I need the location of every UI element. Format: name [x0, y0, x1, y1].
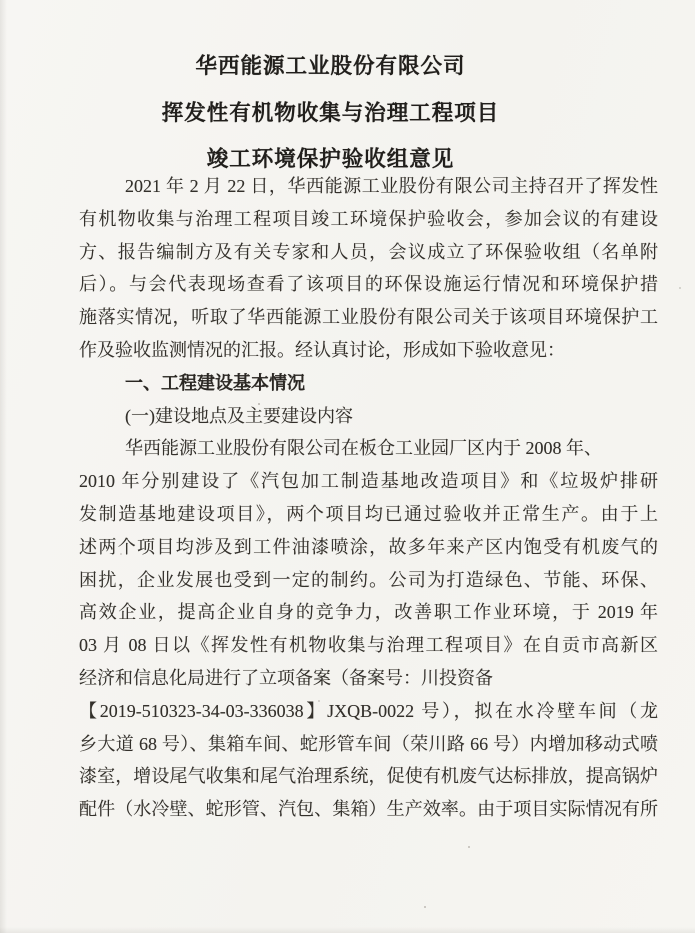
- paragraph-line: 困扰，企业发展也受到一定的制约。公司为打造绿色、节能、环保、: [79, 569, 658, 590]
- document-title-project: 挥发性有机物收集与治理工程项目: [161, 100, 500, 125]
- subsection-heading-line: (一)建设地点及主要建设内容: [125, 405, 353, 426]
- paragraph-line: 高效企业，提高企业自身的竞争力，改善职工作业环境，于 2019 年: [79, 602, 658, 623]
- paragraph-line: 发制造基地建设项目》，两个项目均已通过验收并正常生产。由于上: [79, 503, 658, 524]
- paragraph-line: 有机物收集与治理工程项目竣工环境保护验收会，参加会议的有建设: [79, 208, 658, 229]
- scan-edge-shadow-bottom: [0, 927, 695, 933]
- paragraph-line: 作及验收监测情况的汇报。经认真讨论，形成如下验收意见：: [79, 339, 565, 360]
- section-heading-line: 一、工程建设基本情况: [125, 372, 305, 393]
- paragraph-line: 后）。与会代表现场查看了该项目的环保设施运行情况和环境保护措: [79, 274, 658, 295]
- document-title-company: 华西能源工业股份有限公司: [195, 54, 466, 78]
- document-body: [79, 170, 658, 826]
- paragraph-line: 乡大道 68 号）、集箱车间、蛇形管车间（荣川路 66 号）内增加移动式喷: [79, 733, 658, 754]
- paragraph-line: 2021 年 2 月 22 日，华西能源工业股份有限公司主持召开了挥发性: [125, 176, 658, 196]
- paragraph-line: 华西能源工业股份有限公司在板仓工业园厂区内于 2008 年、: [125, 438, 602, 459]
- paragraph-line: 配件（水冷壁、蛇形管、汽包、集箱）生产效率。由于项目实际情况有所: [79, 799, 658, 820]
- paragraph-line: 2010 年分别建设了《汽包加工制造基地改造项目》和《垃圾炉排研: [79, 471, 658, 492]
- document-title-doctype: 竣工环境保护验收组意见: [206, 147, 455, 171]
- paragraph-line: 经济和信息化局进行了立项备案（备案号：川投资备: [79, 667, 493, 688]
- paragraph-line: 方、报告编制方及有关专家和人员，会议成立了环保验收组（名单附: [79, 241, 658, 262]
- paragraph-line: 漆室，增设尾气收集和尾气治理系统，促使有机废气达标排放，提高锅炉: [79, 766, 658, 787]
- paragraph-line: 【2019-510323-34-03-336038】JXQB-0022 号），拟在水冷壁车间（龙: [79, 700, 658, 721]
- paragraph-line: 03 月 08 日以《挥发性有机物收集与治理工程项目》在自贡市高新区: [79, 635, 658, 656]
- paragraph-line: 述两个项目均涉及到工件油漆喷涂，故多年来产区内饱受有机废气的: [79, 536, 658, 557]
- document-title-block: [0, 43, 695, 183]
- paragraph-line: 施落实情况，听取了华西能源工业股份有限公司关于该项目环境保护工: [79, 307, 658, 328]
